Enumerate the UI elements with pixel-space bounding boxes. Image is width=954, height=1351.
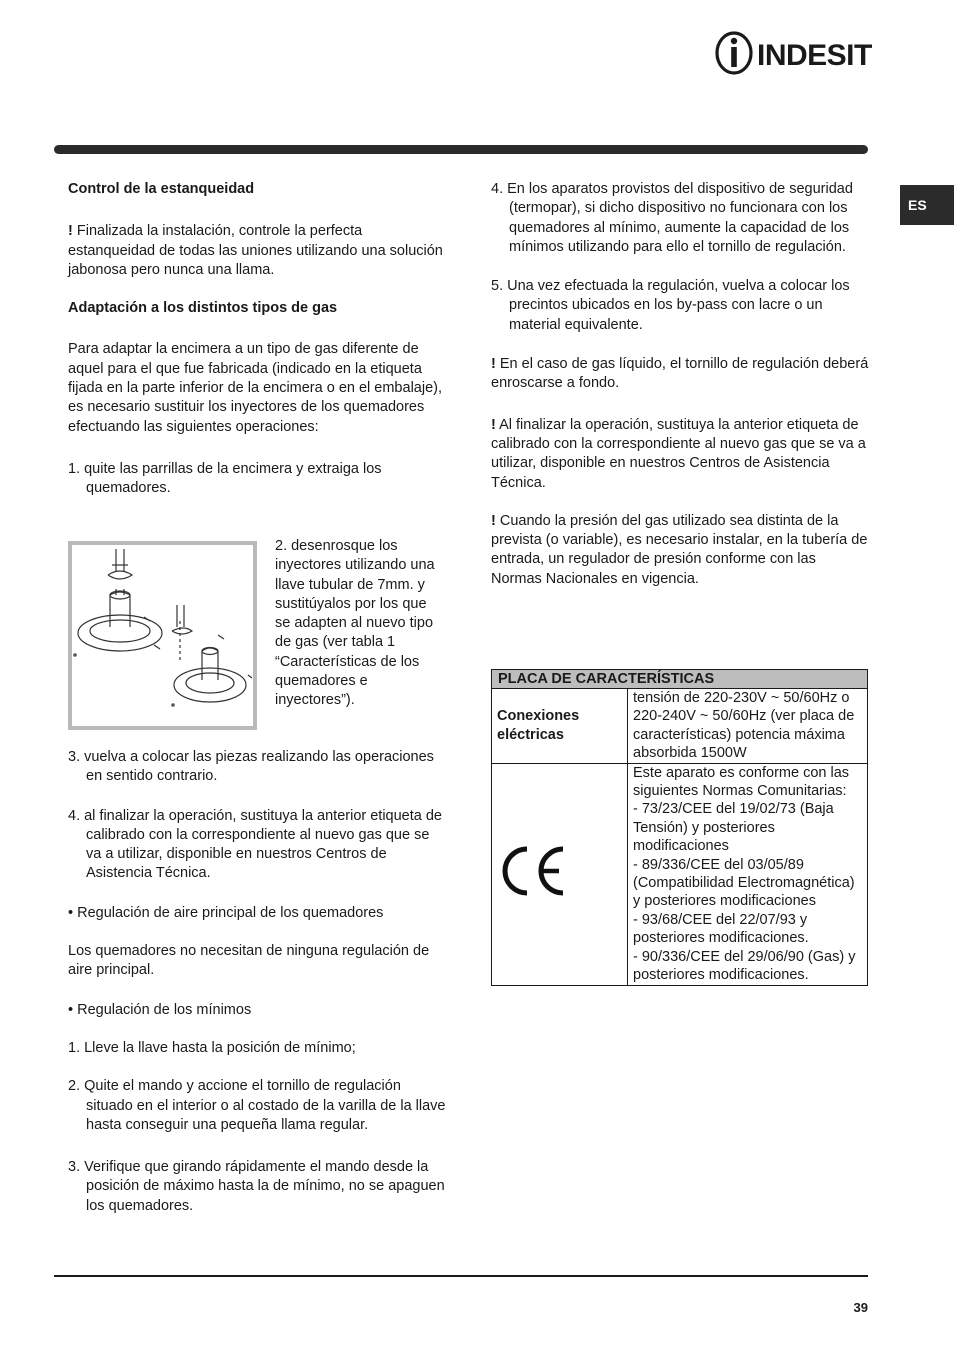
left-column [68,180,446,499]
characteristics-table [491,669,868,986]
bottom-rule [54,1275,868,1277]
step-4: 4. al finalizar la operación, sustituya la anterior etiqueta de calibrado con la correspondiente al nuevo gas que se va a utilizar, disponible en nuestros Centros de Asistencia Técnica. [68,807,442,882]
standards-line: Este aparato es conforme con las siguientes Normas Comunitarias: [633,764,850,800]
table-header: PLACA DE CARACTERÍSTICAS [492,670,868,689]
min-step-1: 1. Lleve la llave hasta la posición de mínimo; [68,1039,356,1056]
right-step-5: 5. Una vez efectuada la regulación, vuelva a colocar los precintos ubicados en los by-pass con lacre o un material equivalente. [491,278,850,333]
min-step-3: 3. Verifique que girando rápidamente el mando desde la posición de máximo hasta la de mínimo, no se apaguen los quemadores. [68,1159,445,1214]
standards-list [628,763,868,985]
electrical-label: Conexiones eléctricas [492,689,628,764]
step-2: 2. desenrosque los inyectores utilizando una llave tubular de 7mm. y sustitúyalos por los que se adapten al nuevo tipo de gas (ver tabla 1 “Características de los quemadores e inyectores”). [275,538,435,709]
top-rule [54,145,868,154]
heading-control: Control de la estanqueidad [68,181,255,197]
min-step-2: 2. Quite el mando y accione el tornillo de regulación situado en el interior o al costado de la varilla de la llave hasta conseguir una pequeña llama regular. [68,1078,446,1133]
air-paragraph: Los quemadores no necesitan de ninguna regulación de aire principal. [68,943,430,979]
step-1: 1. quite las parrillas de la encimera y extraiga los quemadores. [68,460,382,497]
indesit-logo-icon [713,30,873,76]
table-header-row [492,670,868,689]
bullet-air: • Regulación de aire principal de los quemadores [68,904,384,921]
brand-name: INDESIT [757,39,872,72]
left-column-lower [68,748,446,1216]
note-calibration-label: ! Al finalizar la operación, sustituya la anterior etiqueta de calibrado con la correspondiente al nuevo gas que se va a utilizar, disponible en nuestros Centros de Asistencia Técnica. [491,416,866,491]
table-row [492,763,868,985]
adapt-paragraph: Para adaptar la encimera a un tipo de gas diferente de aquel para el que fue fabricada (indicado en la etiqueta fijada en la parte inferior de la encimera o en el embalaje), es necesario sustituir los inyectores de los quemadores efectuando las siguientes operaciones: [68,341,442,435]
standards-line: - 89/336/CEE del 03/05/89 (Compatibilidad Electromagnética) y posteriores modificaciones [633,856,855,910]
control-note: ! Finalizada la instalación, controle la perfecta estanqueidad de todas las uniones utilizando una solución jabonosa pero nunca una llama. [68,223,443,278]
step-3: 3. vuelva a colocar las piezas realizando las operaciones en sentido contrario. [68,749,434,785]
page-number: 39 [853,1300,868,1315]
language-tab: ES [900,185,954,225]
table-row [492,689,868,764]
standards-line: - 73/23/CEE del 19/02/73 (Baja Tensión) y posteriores modificaciones [633,801,834,855]
ce-cell [492,763,628,985]
note-pressure: ! Cuando la presión del gas utilizado sea distinta de la prevista (o variable), es necesario instalar, en la tubería de entrada, un regulador de presión conforme con las Normas Nacionales en vigencia. [491,512,868,587]
burner-injector-icon [72,545,253,726]
brand-logo [713,30,873,76]
bullet-min: • Regulación de los mínimos [68,1001,252,1018]
injector-illustration [68,541,257,730]
heading-adapt: Adaptación a los distintos tipos de gas [68,300,338,317]
ce-mark-icon [497,843,567,899]
standards-line: - 93/68/CEE del 22/07/93 y posteriores modificaciones. [633,911,809,947]
electrical-value: tensión de 220-230V ~ 50/60Hz o 220-240V ~ 50/60Hz (ver placa de características) potencia máxima absorbida 1500W [628,689,868,764]
note-liquid-gas: ! En el caso de gas líquido, el tornillo de regulación deberá enroscarse a fondo. [491,356,869,392]
right-column [491,180,869,589]
standards-line: - 90/336/CEE del 29/06/90 (Gas) y posteriores modificaciones. [633,948,856,984]
right-step-4: 4. En los aparatos provistos del dispositivo de seguridad (termopar), si dicho dispositivo no funcionara con los quemadores al mínimo, aumente la capacidad de los mínimos utilizando para ello el tornillo de regulación. [491,181,853,255]
